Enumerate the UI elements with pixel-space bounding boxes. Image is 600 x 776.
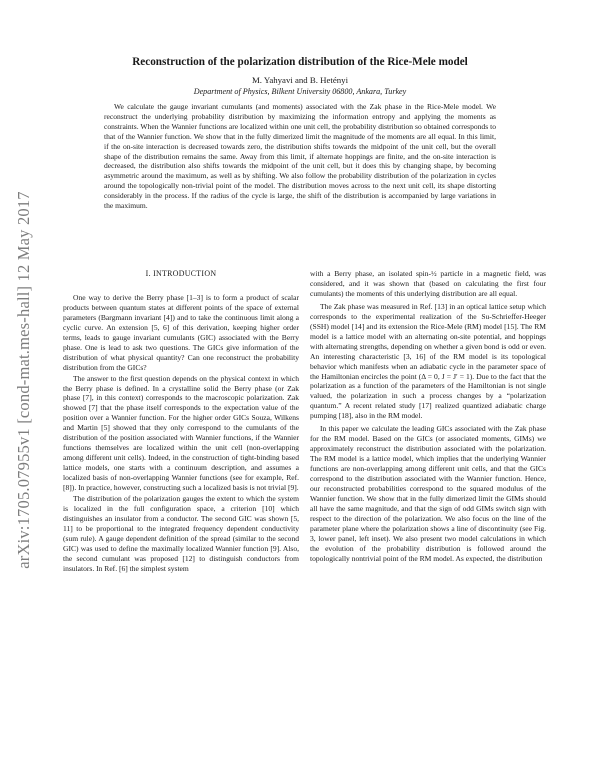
arxiv-identifier: arXiv:1705.07955v1 [cond-mat.mes-hall] 12 May 2017	[14, 191, 33, 569]
paragraph: The answer to the first question depends on the physical context in which the Berry phase is defined. In a crystalline solid the Berry phase (or Zak phase [7], in this context) corresponds to the macroscopic polarization. Zak showed [7] that the phase itself corresponds to the expectation value of the position over a Wannier function. For the higher order GICs Souza, Wilkens and Martin [5] showed that they only correspond to the cumulants of the distribution of the position associated with Wannier functions, if the Wannier functions themselves are localized within the unit cell (non-overlapping among different unit cells). Indeed, in the construction of tight-binding based lattice models, one starts with a continuum description, and assumes a localized basis of non-overlapping Wannier functions (see for example, Ref. [8]). In practice, however, constructing such a localized basis is not trivial [9].	[63, 373, 299, 493]
paragraph: The distribution of the polarization gauges the extent to which the system is localized in the full configuration space, a criterion [10] which distinguishes an insulator from a conductor. The second GIC was shown [5, 11] to be proportional to the integrated frequency dependent conductivity (sum rule). A gauge dependent definition of the spread (similar to the second GIC) was used to define the maximally localized Wannier function [9]. Also, the second cumulant was proposed [12] to distinguish conductors from insulators. In Ref. [6] the simplest system	[63, 494, 299, 573]
paper-title: Reconstruction of the polarization distribution of the Rice-Mele model	[132, 56, 468, 68]
paragraph: One way to derive the Berry phase [1–3] is to form a product of scalar products between quantum states at different points of the space of external parameters (Bargmann invariant [4]) and to take the continuous limit along a cyclic curve. An extension [5, 6] of this derivation, keeping higher order terms, leads to gauge invariant cumulants (GIC) associated with the Berry phase. One is lead to ask two questions. The GICs give information of the distribution of what physical quantity? Can one reconstruct the probability distribution from the GICs?	[63, 292, 299, 372]
paper-affiliation: Department of Physics, Bilkent University 06800, Ankara, Turkey	[193, 87, 407, 96]
paper-authors: M. Yahyavi and B. Hetényi	[251, 75, 349, 85]
left-column	[63, 269, 299, 574]
right-column	[310, 269, 546, 564]
paragraph: In this paper we calculate the leading GICs associated with the Zak phase for the RM model. Based on the GICs (or associated moments, GIMs) we approximately reconstruct the distribution associated with the polarization. The RM model is a lattice model, which implies that the underlying Wannier functions are non-overlapping among different unit cells, and that the GICs correspond to the distribution associated with the Wannier function. Hence, our reconstructed probabilities correspond to the squared modulus of the Wannier function. We show that in the fully dimerized limit the GIMs should all have the same magnitude, and that the sign of odd GIMs switch sign with respect to the direction of the polarization. We also focus on the line of the parameter plane where the polarization shows a line of discontinuity (see Fig. 3, lower panel, left inset). We also present two model calculations in which the evolution of the probability distribution is followed around the topologically nontrivial point of the RM model. As expected, the distribution	[310, 424, 546, 563]
abstract: We calculate the gauge invariant cumulants (and moments) associated with the Zak phase in the Rice-Mele model. We reconstruct the underlying probability distribution by maximizing the information entropy and applying the moments as constraints. When the Wannier functions are localized within one unit cell, the probability distribution so obtained corresponds to that of the Wannier function. We show that in the fully dimerized limit the magnitude of the moments are all equal. In this limit, if the on-site interaction is decreased towards zero, the distribution shifts towards the midpoint of the unit cell, but the overall shape of the distribution remains the same. Away from this limit, if alternate hoppings are finite, and the on-site interaction is decreased, the distribution also shifts towards the midpoint of the unit cell, but it does this by changing shape, by becoming asymmetric around the maximum, as well as by shifting. We also follow the probability distribution of the polarization in cycles around the topologically non-trivial point of the model. The distribution moves across to the next unit cell, its shape distorting considerably in the process. If the radius of the cycle is large, the shift of the distribution is accompanied by large variations in the maximum.	[104, 102, 496, 211]
paragraph: with a Berry phase, an isolated spin-½ particle in a magnetic field, was considered, and it was shown that (based on calculating the first four cumulants) the moments of this underlying distribution are all equal.	[310, 269, 546, 298]
paragraph: The Zak phase was measured in Ref. [13] in an optical lattice setup which corresponds to the experimental realization of the Su-Schrieffer-Heeger (SSH) model [14] and its extension the Rice-Mele (RM) model [15]. The RM model is a lattice model with an alternating on-site potential, and hoppings with alternating strengths, depending on whether a given bond is odd or even. An interesting characteristic [3, 16] of the RM model is its topological behavior which manifests when an adiabatic cycle in the parameter space of the Hamiltonian encircles the point (Δ = 0, J = J′ = 1). Due to the fact that the polarization as a function of the parameters of the Hamiltonian is not single valued, the polarization in such a process changes by a “polarization quantum.” A recent related study [17] realized quantized adiabatic charge pumping [18], also in the RM model.	[310, 301, 546, 421]
section-heading: I. INTRODUCTION	[145, 269, 217, 278]
arxiv-sidebar	[0, 140, 48, 620]
